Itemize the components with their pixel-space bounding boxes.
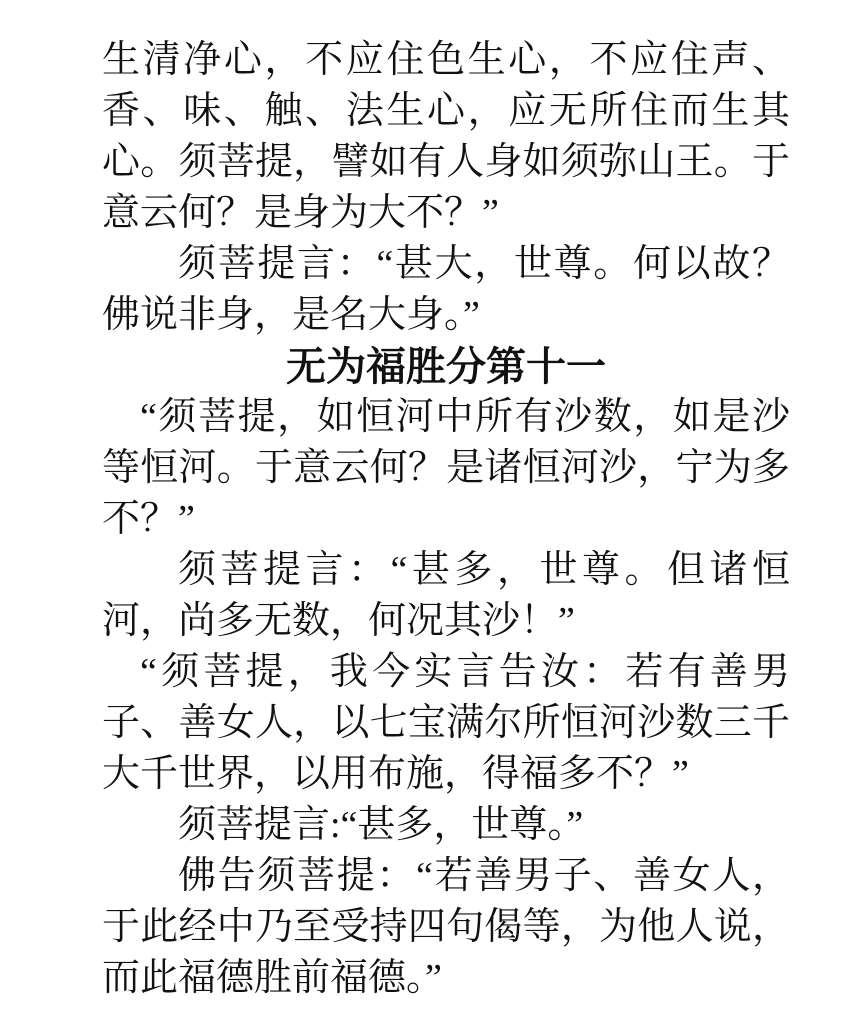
section-heading: 无为福胜分第十一: [286, 344, 606, 389]
text-line: 意云何？是身为大不？”: [102, 192, 499, 234]
text-line: 生清净心，不应住色生心，不应住声、: [102, 39, 790, 81]
text-line: 须菩提言:“甚多，世尊。”: [178, 804, 584, 846]
text-line: 心。须菩提，譬如有人身如须弥山王。于: [102, 141, 790, 183]
text-line: “须菩提，如恒河中所有沙数，如是沙: [140, 396, 790, 438]
text-line: 而此福德胜前福德。”: [102, 957, 442, 999]
text-line: 河，尚多无数，何况其沙！”: [102, 600, 575, 642]
text-line: 于此经中乃至受持四句偈等，为他人说，: [102, 906, 790, 948]
text-line: 须菩提言：“甚多，世尊。但诸恒: [178, 549, 790, 591]
text-line: 香、味、触、法生心，应无所住而生其: [102, 90, 790, 132]
text-line: 子、善女人，以七宝满尔所恒河沙数三千: [102, 702, 790, 744]
text-line: 等恒河。于意云何？是诸恒河沙，宁为多: [102, 447, 790, 489]
text-line: 佛告须菩提：“若善男子、善女人，: [178, 855, 790, 897]
text-line: 须菩提言：“甚大，世尊。何以故？: [178, 243, 790, 285]
text-line: 不？”: [102, 498, 195, 540]
text-line: 大千世界，以用布施，得福多不？”: [102, 753, 689, 795]
text-line: 佛说非身，是名大身。”: [102, 294, 480, 336]
text-line: “须菩提，我今实言告汝：若有善男: [140, 651, 790, 693]
